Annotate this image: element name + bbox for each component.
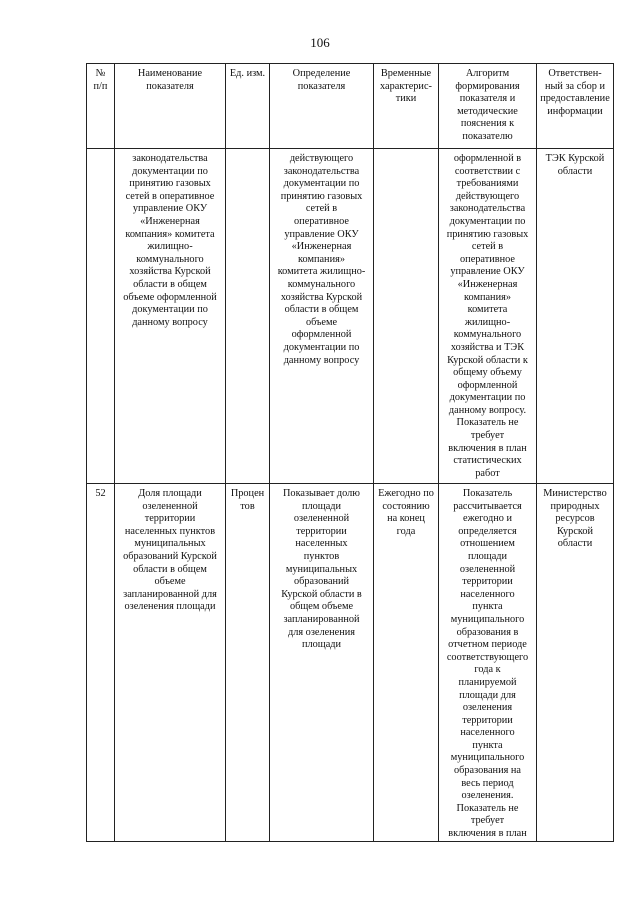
cell-unit: Процен тов — [226, 484, 270, 842]
cell-algorithm: оформленной в соответствии с требованиями действующего законодательства документации по принятию газовых сетей в оперативное управление ОКУ «Инженерная компания» комитета жилищно- коммунального хозяйства и ТЭК Курской области к общему объему оформленной документации по данному вопросу. Показатель не требует включения в план статистических работ — [439, 149, 537, 484]
table-row — [87, 484, 614, 842]
header-responsible: Ответствен- ный за сбор и предоставление информации — [537, 64, 614, 149]
cell-indicator-name: Доля площади озелененной территории населенных пунктов муниципальных образований Курской области в общем объеме запланированной для озеленения площади — [115, 484, 226, 842]
table-header-row — [87, 64, 614, 149]
table-row — [87, 149, 614, 484]
header-definition: Определение показателя — [270, 64, 374, 149]
header-number: № п/п — [87, 64, 115, 149]
page-number: 106 — [310, 35, 330, 50]
cell-number — [87, 149, 115, 484]
cell-responsible: Министерство природных ресурсов Курской области — [537, 484, 614, 842]
cell-definition: Показывает долю площади озелененной территории населенных пунктов муниципальных образований Курской области в общем объеме запланированной для озеленения площади — [270, 484, 374, 842]
indicators-table — [86, 63, 614, 842]
cell-time-characteristics: Ежегодно по состоянию на конец года — [374, 484, 439, 842]
cell-time-characteristics — [374, 149, 439, 484]
header-unit: Ед. изм. — [226, 64, 270, 149]
cell-number: 52 — [87, 484, 115, 842]
cell-definition: действующего законодательства документации по принятию газовых сетей в оперативное управление ОКУ «Инженерная компания» комитета жилищно- коммунального хозяйства Курской области в общем объеме оформленной документации по данному вопросу — [270, 149, 374, 484]
header-algorithm: Алгоритм формирования показателя и методические пояснения к показателю — [439, 64, 537, 149]
header-time-characteristics: Временные характерис- тики — [374, 64, 439, 149]
cell-indicator-name: законодательства документации по принятию газовых сетей в оперативное управление ОКУ «Инженерная компания» комитета жилищно- коммунального хозяйства Курской области в общем объеме оформленной документации по данному вопросу — [115, 149, 226, 484]
cell-unit — [226, 149, 270, 484]
header-indicator-name: Наименование показателя — [115, 64, 226, 149]
cell-responsible: ТЭК Курской области — [537, 149, 614, 484]
cell-algorithm: Показатель рассчитывается ежегодно и определяется отношением площади озелененной территории населенного пункта муниципального образования в отчетном периоде соответствующего года к планируемой площади для озеленения территории населенного пункта муниципального образования на весь период озеленения. Показатель не требует включения в план — [439, 484, 537, 842]
